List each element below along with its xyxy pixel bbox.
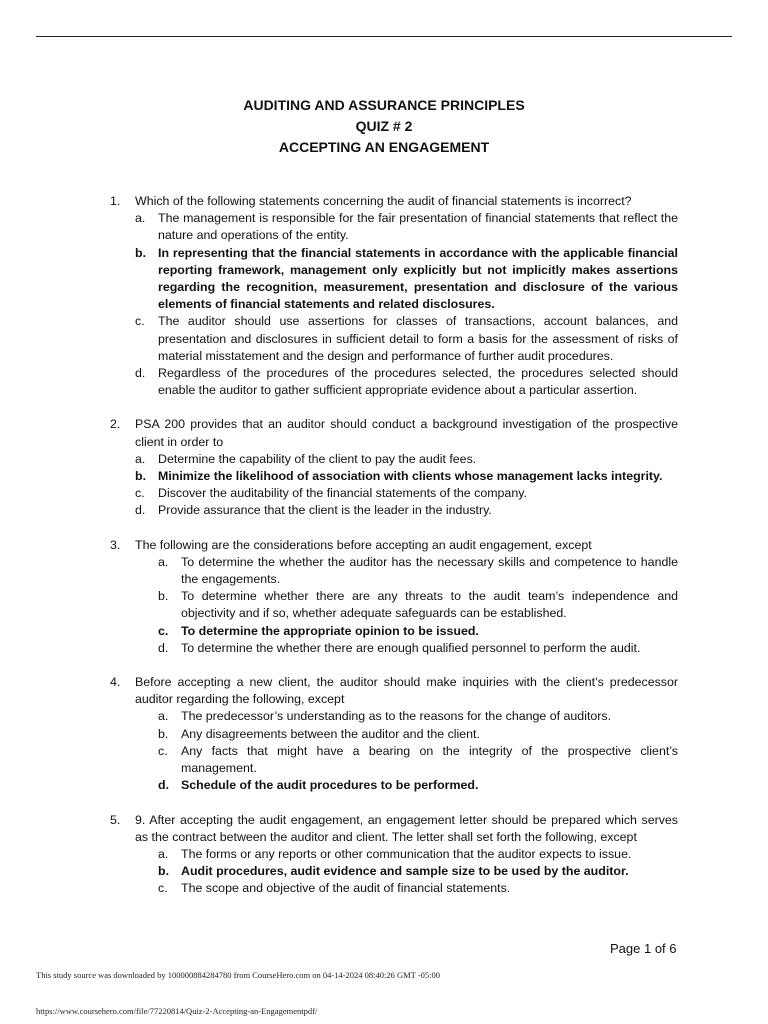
option-letter: b. <box>135 469 147 484</box>
option-a <box>135 451 678 468</box>
option-letter: b. <box>135 245 147 260</box>
question-stem: The following are the considerations before accepting an audit engagement, except <box>135 537 592 552</box>
question-number: 5. <box>110 812 121 827</box>
option-text: To determine the appropriate opinion to be issued. <box>181 623 479 638</box>
question-stem: Before accepting a new client, the auditor should make inquiries with the client’s predecessor auditor regarding the following, except <box>135 675 678 707</box>
option-letter: a. <box>158 709 169 724</box>
option-b <box>158 726 678 743</box>
option-text: Minimize the likelihood of association with clients whose management lacks integrity. <box>158 469 663 484</box>
option-text: To determine whether there are any threats to the audit team’s independence and objectivity and if so, whether adequate safeguards can be established. <box>181 589 678 621</box>
option-letter: a. <box>158 846 169 861</box>
option-a <box>135 210 678 244</box>
option-text: Any disagreements between the auditor and the client. <box>181 726 480 741</box>
question-stem: Which of the following statements concerning the audit of financial statements is incorrect? <box>135 194 632 208</box>
option-letter: c. <box>158 881 168 896</box>
option-d-answer <box>158 777 678 794</box>
option-a <box>158 708 678 725</box>
question-number: 1. <box>110 194 121 208</box>
option-b <box>158 588 678 622</box>
option-d <box>135 502 678 519</box>
option-c-answer <box>158 623 678 640</box>
option-c <box>158 880 678 897</box>
option-d <box>135 365 678 399</box>
option-text: Audit procedures, audit evidence and sample size to be used by the auditor. <box>181 864 629 879</box>
option-d <box>158 640 678 657</box>
option-text: To determine the whether there are enough qualified personnel to perform the audit. <box>181 640 641 655</box>
question-2 <box>110 416 678 519</box>
option-letter: a. <box>158 554 169 569</box>
quiz-topic: ACCEPTING AN ENGAGEMENT <box>278 139 490 155</box>
option-letter: c. <box>135 486 145 501</box>
page-number: Page 1 of 6 <box>610 941 677 956</box>
option-c <box>135 313 678 365</box>
question-4 <box>110 674 678 794</box>
quiz-number: QUIZ # 2 <box>355 118 413 134</box>
option-a <box>158 846 678 863</box>
option-letter: d. <box>135 366 146 381</box>
option-text: The predecessor’s understanding as to the reasons for the change of auditors. <box>181 709 612 724</box>
option-letter: c. <box>158 743 168 758</box>
option-text: Any facts that might have a bearing on the integrity of the prospective client’s management. <box>181 743 678 776</box>
question-number: 4. <box>110 675 121 690</box>
option-letter: b. <box>158 589 169 604</box>
option-text: Provide assurance that the client is the leader in the industry. <box>158 503 492 518</box>
option-letter: b. <box>158 864 170 879</box>
option-letter: a. <box>135 211 146 226</box>
option-text: The auditor should use assertions for classes of transactions, account balances, and presentation and disclosures in sufficient detail to form a basis for the assessment of risks of material misstatement and the design and performance of further audit procedures. <box>158 314 678 363</box>
option-text: The scope and objective of the audit of financial statements. <box>181 881 511 896</box>
option-text: To determine the whether the auditor has the necessary skills and competence to handle the engagements. <box>181 554 678 587</box>
top-divider <box>36 36 732 37</box>
course-title: AUDITING AND ASSURANCE PRINCIPLES <box>243 97 525 113</box>
document-title <box>0 95 768 158</box>
option-c <box>135 485 678 502</box>
question-list <box>110 193 678 915</box>
question-5 <box>110 812 678 898</box>
option-text: The management is responsible for the fair presentation of financial statements that reflect the nature and operations of the entity. <box>158 211 678 243</box>
option-letter: b. <box>158 726 169 741</box>
option-c <box>158 743 678 777</box>
option-text: Schedule of the audit procedures to be performed. <box>181 778 479 793</box>
option-b-answer <box>135 468 678 485</box>
option-text: Determine the capability of the client to pay the audit fees. <box>158 451 477 466</box>
question-stem: PSA 200 provides that an auditor should conduct a background investigation of the prospective client in order to <box>135 417 678 449</box>
option-letter: d. <box>158 640 169 655</box>
download-source-note: This study source was downloaded by 100000884284780 from CourseHero.com on 04-14-2024 08:40:26 GMT -05:00 <box>36 970 441 980</box>
question-number: 3. <box>110 537 121 552</box>
question-number: 2. <box>110 417 121 432</box>
source-url[interactable]: https://www.coursehero.com/file/77220814/Quiz-2-Accepting-an-Engagementpdf/ <box>36 1006 318 1016</box>
option-a <box>158 554 678 588</box>
option-b-answer <box>135 245 678 314</box>
option-letter: d. <box>158 778 170 793</box>
option-text: Discover the auditability of the financial statements of the company. <box>158 486 527 501</box>
option-letter: a. <box>135 451 146 466</box>
question-stem: 9. After accepting the audit engagement, an engagement letter should be prepared which serves as the contract between the auditor and client. The letter shall set forth the following, except <box>135 812 678 844</box>
option-letter: c. <box>135 314 145 329</box>
option-letter: d. <box>135 503 146 518</box>
option-text: The forms or any reports or other communication that the auditor expects to issue. <box>181 846 632 861</box>
option-text: In representing that the financial statements in accordance with the applicable financial reporting framework, management only explicitly but not implicitly makes assertions regarding the recognition, measurement, presentation and disclosure of the various elements of financial statements and related disclosures. <box>158 245 678 312</box>
question-3 <box>110 537 678 657</box>
option-b-answer <box>158 863 678 880</box>
option-text: Regardless of the procedures of the procedures selected, the procedures selected should enable the auditor to gather sufficient appropriate evidence about a particular assertion. <box>158 366 678 398</box>
question-1 <box>110 193 678 399</box>
option-letter: c. <box>158 623 169 638</box>
